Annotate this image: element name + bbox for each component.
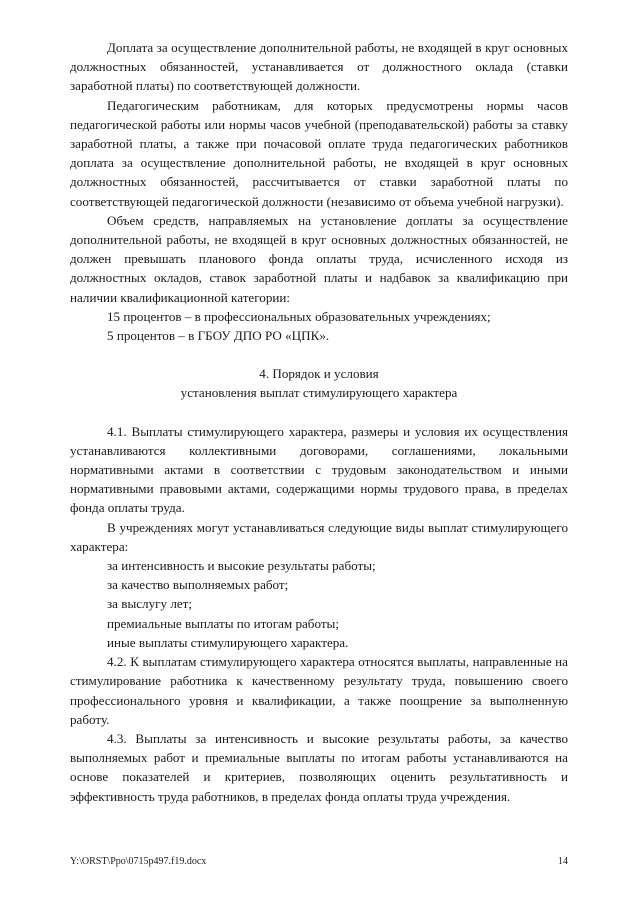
paragraph-additional-work-pay: Доплата за осуществление дополнительной работы, не входящей в круг основных должностных обязанностей, устанавливается от должностного оклада (ставки заработной платы) по соответствующей должности. (70, 40, 568, 94)
paragraph-4-1: 4.1. Выплаты стимулирующего характера, размеры и условия их осуществления устанавливаются коллективными договорами, соглашениями, локальными нормативными актами в соответствии с трудовым законодательством и иными нормативными правовыми актами, содержащими нормы трудового права, в пределах фонда оплаты труда. (70, 423, 568, 516)
document-body (70, 38, 568, 806)
section-heading (70, 364, 568, 402)
paragraph-teachers-pay: Педагогическим работникам, для которых предусмотрены нормы часов педагогической работы или нормы часов учебной (преподавательской) работы за ставку заработной платы, а также при почасовой оплате труда педагогических работников доплата за осуществление дополнительной работы, не входящей в круг основных должностных обязанностей, рассчитывается от ставки заработной платы по соответствующей педагогической должности (независимо от объема учебной нагрузки). (70, 97, 568, 209)
list-item: премиальные выплаты по итогам работы; (107, 615, 339, 631)
list-item: за качество выполняемых работ; (107, 577, 289, 593)
paragraph-4-2: 4.2. К выплатам стимулирующего характера относятся выплаты, направленные на стимулирование работника к качественному результату труда, повышению своего профессионального уровня и квалификации, а также поощрение за выполненную работу. (70, 654, 568, 727)
paragraph-4-3: 4.3. Выплаты за интенсивность и высокие результаты работы, за качество выполняемых работ и премиальные выплаты по итогам работы устанавливаются на основе показателей и критериев, позволяющих оценить результативность и эффективность труда работников, в пределах фонда оплаты труда учреждения. (70, 730, 568, 804)
paragraph-funds-limit: Объем средств, направляемых на установление доплаты за осуществление дополнительной работы, не входящей в круг основных должностных обязанностей, не должен превышать планового фонда оплаты труда, исчисленного исходя из должностных окладов, ставок заработной платы и надбавок за квалификацию при наличии квалификационной категории: (70, 212, 568, 305)
list-item: за выслугу лет; (107, 596, 193, 612)
list-item: иные выплаты стимулирующего характера. (107, 634, 349, 650)
footer-file-path: Y:\ORST\Ppo\0715p497.f19.docx (70, 856, 207, 867)
section-title-line1: 4. Порядок и условия (259, 366, 379, 382)
list-item: 5 процентов – в ГБОУ ДПО РО «ЦПК». (107, 328, 330, 344)
list-item: 15 процентов – в профессиональных образовательных учреждениях; (107, 308, 491, 324)
section-title-line2: установления выплат стимулирующего характера (180, 385, 458, 401)
paragraph-payment-types: В учреждениях могут устанавливаться следующие виды выплат стимулирующего характера: (70, 519, 568, 554)
page-number: 14 (558, 856, 568, 867)
list-item: за интенсивность и высокие результаты работы; (107, 558, 376, 574)
